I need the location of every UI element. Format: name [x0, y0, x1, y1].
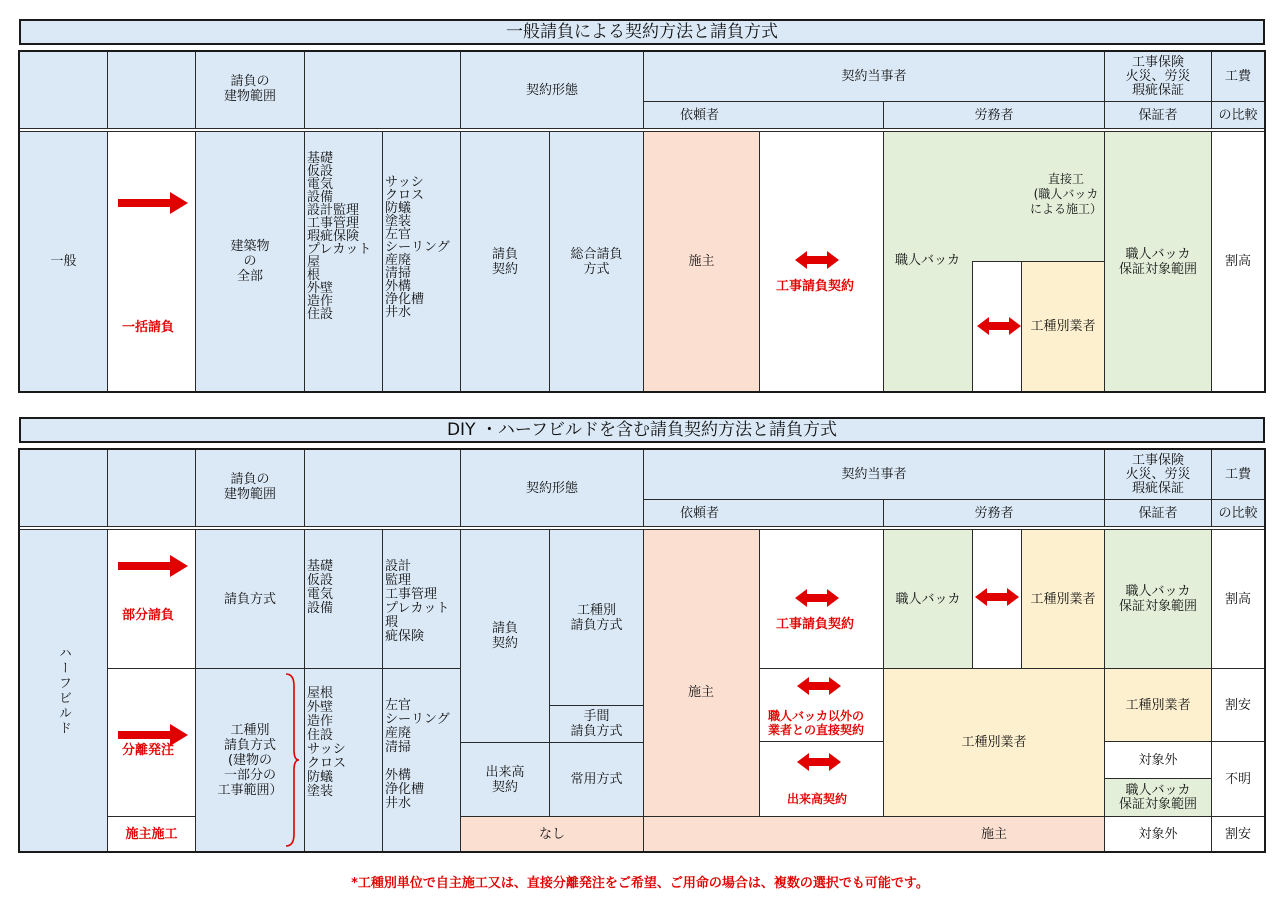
- t1-trade-cell: 工種別業者: [1021, 261, 1105, 392]
- t1-header-client: 依頼者: [643, 101, 884, 129]
- t1-method: 一括請負: [122, 320, 175, 335]
- t1-right-arrow-icon: [118, 191, 190, 215]
- t1-items-b: サッシ クロス 防蟻 塗装 左官 シーリング 産廃 清掃 外構 浄化槽 井水: [382, 131, 461, 392]
- t2-header-cost: 工費: [1211, 449, 1265, 500]
- t1-header-blank-3: [304, 51, 461, 129]
- t2-brace-icon: [284, 672, 300, 848]
- t1-header-cost: 工費: [1211, 51, 1265, 102]
- t2-r2-items-b: 左官 シーリング 産廃 清掃 外構 浄化槽 井水: [382, 668, 461, 852]
- t1-header-parties: 契約当事者: [643, 51, 1105, 102]
- t2-r1-method-cell: [107, 529, 196, 669]
- t2-r1-style: 工種別 請負方式: [549, 529, 644, 706]
- t2-r2-right-arrow-icon: [118, 723, 190, 747]
- t1-items-a: 基礎 仮設 電気 設備 設計監理 工事管理 瑕疵保険 プレカット屋 根 外壁 造作 住設: [304, 131, 383, 392]
- t2-r3-cost: 不明: [1211, 741, 1265, 817]
- t2-r1-trade: 工種別業者: [1021, 529, 1105, 669]
- t2-r3-double-arrow-icon: [797, 752, 841, 772]
- table2-title: DIY ・ハーフビルドを含む請負契約方法と請負方式: [19, 417, 1265, 443]
- t2-r3-style: 常用方式: [549, 742, 644, 817]
- t2-r2-double-arrow-icon: [797, 676, 841, 696]
- t1-contract: 請負 契約: [460, 131, 550, 392]
- t2-r2-guarantor: 工種別業者: [1104, 668, 1212, 742]
- t2-header-parties: 契約当事者: [643, 449, 1105, 500]
- t2-r1-builder: 職人バッカ: [883, 529, 973, 669]
- t2-client: [643, 529, 760, 817]
- footnote: *工種別単位で自主施工又は、直接分離発注をご希望、ご用命の場合は、複数の選択でも可能です。: [351, 876, 929, 891]
- t2-header-labor: 労務者: [883, 499, 1105, 527]
- t1-scope: 建築物 の 全部: [195, 131, 305, 392]
- t1-contract-link: 工事請負契約: [776, 279, 855, 294]
- t2-header-guarantor: 保証者: [1104, 499, 1212, 527]
- t1-header-contract: 契約形態: [460, 51, 644, 129]
- t2-r4-client: 施主: [643, 816, 1105, 852]
- t2-header-blank-1: [19, 449, 108, 527]
- t2-header-blank-2: [107, 449, 196, 527]
- t1-style: 総合請負 方式: [549, 131, 644, 392]
- t2-r1-items-a: 基礎 仮設 電気 設備: [304, 529, 383, 669]
- t2-r2-scope: 工種別 請負方式 (建物の 一部分の 工事範囲）: [195, 668, 305, 852]
- t2-r2-style: 手間 請負方式: [549, 705, 644, 743]
- t2-r1-link: 工事請負契約: [776, 617, 855, 632]
- t1-header-guarantor: 保証者: [1104, 101, 1212, 129]
- t2-r1-right-arrow-icon: [118, 554, 190, 578]
- t2-r4-guarantor: 対象外: [1104, 816, 1212, 852]
- t1-direct: 直接工 (職人バッカ による施工）: [1030, 172, 1103, 216]
- t1-header-blank-2: [107, 51, 196, 129]
- t2-r4-none: なし: [460, 816, 644, 852]
- t1-header-insurance: 工事保険 火災、労災 瑕疵保証: [1104, 51, 1212, 102]
- t1-header-compare: の比較: [1211, 101, 1265, 129]
- t1-client: 施主: [643, 131, 760, 392]
- t1-double-arrow-icon: [795, 250, 839, 270]
- t2-r1-scope: 請負方式: [195, 529, 305, 669]
- t2-header-blank-3: [304, 449, 461, 527]
- t2-r1-double-arrow-icon-2: [975, 587, 1019, 607]
- t2-header-insurance: 工事保険 火災、労災 瑕疵保証: [1104, 449, 1212, 500]
- t1-double-arrow-icon-2: [977, 316, 1021, 336]
- t1-header-labor: 労務者: [883, 101, 1105, 129]
- t2-r3-link: 出来高契約: [787, 792, 848, 806]
- table1-title: 一般請負による契約方法と請負方式: [19, 19, 1265, 45]
- t1-guarantee: 職人バッカ 保証対象範囲: [1104, 131, 1212, 392]
- t2-client-label: 施主: [688, 685, 715, 700]
- t1-header-range: 請負の 建物範囲: [195, 51, 305, 129]
- t2-row-label: ハーフビルド: [56, 645, 71, 736]
- t2-row-label-cell: [19, 529, 108, 852]
- t1-method-cell: [107, 131, 196, 392]
- t2-header-compare: の比較: [1211, 499, 1265, 527]
- t1-builder: 職人バッカ: [895, 253, 961, 268]
- t2-header-client: 依頼者: [643, 499, 884, 527]
- t2-r3-contract: 出来高 契約: [460, 742, 550, 817]
- t2-r2-items-a: 屋根 外壁 造作 住設 サッシ クロス 防蟻 塗装: [304, 668, 383, 852]
- t1-cost: 割高: [1211, 131, 1265, 392]
- t1-header-blank-1: [19, 51, 108, 129]
- t2-r3-guarantor-b: 職人バッカ 保証対象範囲: [1104, 778, 1212, 817]
- t2-r4-cost: 割安: [1211, 816, 1265, 852]
- t2-r1-double-arrow-icon: [795, 588, 839, 608]
- t2-r1-cost: 割高: [1211, 529, 1265, 669]
- t2-header-range: 請負の 建物範囲: [195, 449, 305, 527]
- t2-r3-guarantor-a: 対象外: [1104, 741, 1212, 779]
- t2-r2-method: 分離発注: [122, 743, 175, 758]
- t2-r1-guarantee: 職人バッカ 保証対象範囲: [1104, 529, 1212, 669]
- t2-r1-items-b: 設計 監理 工事管理 プレカット瑕 疵保険: [382, 529, 461, 669]
- t2-r2-cost: 割安: [1211, 668, 1265, 742]
- t2-trade-all: 工種別業者: [883, 668, 1105, 817]
- t1-row-label: 一般: [19, 131, 108, 392]
- t2-r2-link: 職人バッカ以外の 業者との直接契約: [768, 709, 865, 737]
- t2-r4-method: 施主施工: [107, 816, 196, 852]
- t2-r1-method: 部分請負: [122, 608, 175, 623]
- t2-header-contract: 契約形態: [460, 449, 644, 527]
- t2-contract: 請負 契約: [460, 529, 550, 743]
